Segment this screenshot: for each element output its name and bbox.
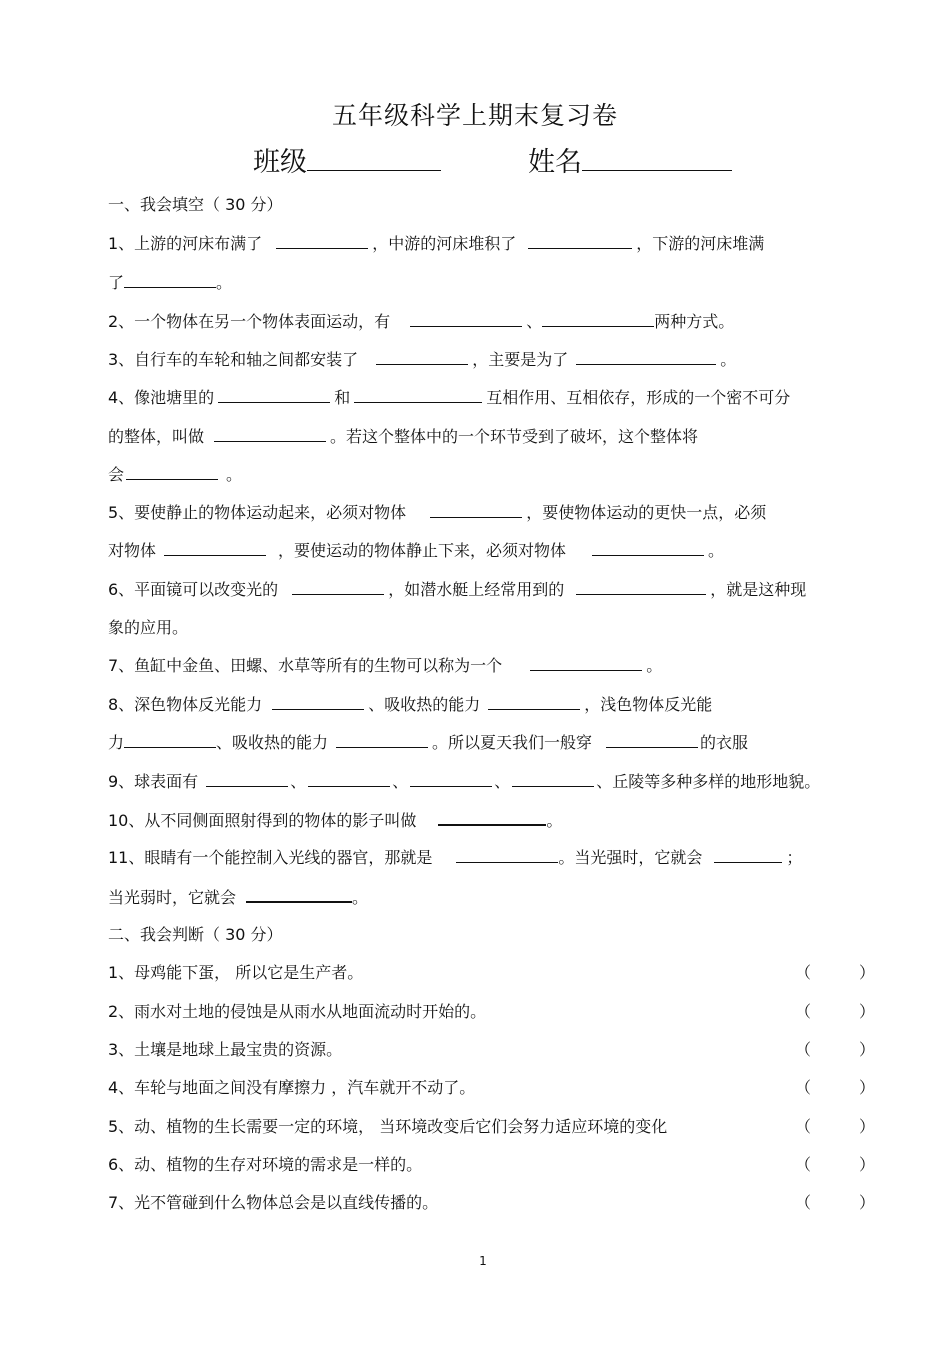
q11-blank-1[interactable] (456, 848, 558, 863)
q11-blank-3[interactable] (246, 887, 352, 903)
paren-close: ） (859, 1117, 876, 1136)
q11-text-e: 。 (352, 888, 369, 907)
q5-text-e: 。 (708, 541, 725, 560)
question-8-line1 (108, 695, 868, 715)
q6-text-c: ，就是这种现 (710, 580, 807, 599)
q4-blank-4[interactable] (126, 465, 218, 480)
judge-item-6: 6、动、植物的生存对环境的需求是一样的。 (108, 1155, 423, 1174)
question-7 (108, 656, 868, 676)
q2-blank-2[interactable] (542, 312, 654, 327)
paren-close: ） (859, 963, 876, 982)
section1-heading: 一、我会填空（ 30 分） (108, 195, 283, 214)
q5-text-a: 5、要使静止的物体运动起来，必须对物体 (108, 503, 407, 522)
q5-text-b: ，要使物体运动的更快一点，必须 (526, 503, 767, 522)
answer-paren-6[interactable] (795, 1155, 875, 1175)
question-6-line2: 象的应用。 (108, 618, 189, 637)
q8-text-e: 、吸收热的能力 (216, 733, 329, 752)
q4-text-e: 。若这个整体中的一个环节受到了破坏，这个整体将 (330, 427, 699, 446)
q2-text-b: 、 (526, 312, 543, 331)
class-label: 班级 (253, 147, 307, 178)
answer-paren-1[interactable] (795, 963, 875, 983)
q8-text-b: 、吸收热的能力 (368, 695, 481, 714)
section2-heading: 二、我会判断（ 30 分） (108, 925, 283, 944)
question-4-line2 (108, 427, 868, 447)
paren-close: ） (859, 1078, 876, 1097)
q10-text-b: 。 (546, 811, 563, 830)
q11-text-c: ； (786, 848, 803, 867)
q5-blank-3[interactable] (592, 541, 704, 556)
class-field[interactable] (253, 140, 441, 179)
q3-blank-1[interactable] (376, 350, 468, 365)
judge-item-1: 1、母鸡能下蛋， 所以它是生产者。 (108, 963, 364, 982)
q9-text-c: 、 (392, 772, 409, 791)
q2-text-c: 两种方式。 (654, 312, 735, 331)
q3-text-a: 3、自行车的车轮和轴之间都安装了 (108, 350, 359, 369)
q1-blank-3[interactable] (124, 273, 216, 288)
answer-paren-3[interactable] (795, 1040, 875, 1060)
answer-paren-5[interactable] (795, 1117, 875, 1137)
q4-text-c: 互相作用、互相依存，形成的一个密不可分 (486, 388, 791, 407)
q11-text-b: 。当光强时，它就会 (558, 848, 703, 867)
name-label: 姓名 (528, 147, 582, 178)
name-field[interactable] (528, 140, 732, 179)
q8-text-c: ，浅色物体反光能 (584, 695, 713, 714)
paren-open: （ (795, 1002, 812, 1021)
q4-text-g: 。 (226, 465, 243, 484)
q10-text-a: 10、从不同侧面照射得到的物体的影子叫做 (108, 811, 417, 830)
answer-paren-7[interactable] (795, 1193, 875, 1213)
q1-blank-2[interactable] (528, 234, 632, 249)
q5-text-c: 对物体 (108, 541, 157, 560)
q4-text-f: 会 (108, 465, 125, 484)
q9-blank-3[interactable] (410, 772, 492, 787)
paren-open: （ (795, 1040, 812, 1059)
q8-text-d: 力 (108, 733, 125, 752)
question-5-line1 (108, 503, 868, 523)
q4-blank-3[interactable] (214, 427, 326, 442)
q1-text-a: 1、上游的河床布满了 (108, 234, 263, 253)
question-11-line2 (108, 887, 868, 908)
q9-text-a: 9、球表面有 (108, 772, 199, 791)
paren-close: ） (859, 1193, 876, 1212)
answer-paren-4[interactable] (795, 1078, 875, 1098)
page-number: 1 (479, 1254, 487, 1268)
q11-text-a: 11、眼睛有一个能控制入光线的器官，那就是 (108, 848, 433, 867)
q6-blank-1[interactable] (292, 580, 384, 595)
paren-open: （ (795, 1155, 812, 1174)
question-3 (108, 350, 868, 370)
q4-text-d: 的整体，叫做 (108, 427, 205, 446)
q9-text-e: 、丘陵等多种多样的地形地貌。 (596, 772, 821, 791)
q7-text-a: 7、鱼缸中金鱼、田螺、水草等所有的生物可以称为一个 (108, 656, 503, 675)
q10-blank-1[interactable] (438, 810, 546, 826)
q8-text-g: 的衣服 (700, 733, 749, 752)
q4-text-a: 4、像池塘里的 (108, 388, 215, 407)
q3-blank-2[interactable] (576, 350, 716, 365)
question-4-line3 (108, 465, 868, 485)
q2-blank-1[interactable] (410, 312, 522, 327)
q8-blank-1[interactable] (272, 695, 364, 710)
question-5-line2 (108, 541, 868, 561)
question-1-line1 (108, 234, 868, 254)
q9-blank-4[interactable] (512, 772, 594, 787)
judge-item-7: 7、光不管碰到什么物体总会是以直线传播的。 (108, 1193, 439, 1212)
q8-blank-3[interactable] (124, 733, 216, 748)
page-title: 五年级科学上期末复习卷 (331, 101, 618, 130)
judge-item-2: 2、雨水对土地的侵蚀是从雨水从地面流动时开始的。 (108, 1002, 487, 1021)
q1-text-b: ，中游的河床堆积了 (372, 234, 517, 253)
question-10 (108, 810, 868, 831)
judge-item-4: 4、车轮与地面之间没有摩擦力 ，汽车就开不动了。 (108, 1078, 476, 1097)
q9-blank-1[interactable] (206, 772, 288, 787)
q8-blank-4[interactable] (336, 733, 428, 748)
question-11-line1 (108, 848, 868, 868)
q8-blank-5[interactable] (606, 733, 698, 748)
paren-open: （ (795, 963, 812, 982)
q3-text-b: ，主要是为了 (472, 350, 569, 369)
question-9 (108, 772, 868, 792)
q6-text-b: ，如潜水艇上经常用到的 (388, 580, 565, 599)
q9-blank-2[interactable] (308, 772, 390, 787)
q9-text-d: 、 (494, 772, 511, 791)
q1-text-c: ，下游的河床堆满 (636, 234, 765, 253)
q4-blank-1[interactable] (218, 388, 330, 403)
q11-blank-2[interactable] (714, 848, 782, 863)
q7-text-b: 。 (646, 656, 663, 675)
q7-blank-1[interactable] (530, 656, 642, 671)
judge-item-5: 5、动、植物的生长需要一定的环境， 当环境改变后它们会努力适应环境的变化 (108, 1117, 668, 1136)
paren-open: （ (795, 1193, 812, 1212)
question-4-line1 (108, 388, 868, 408)
question-1-line2 (108, 273, 868, 293)
class-blank[interactable] (307, 144, 441, 171)
question-8-line2 (108, 733, 868, 753)
q4-blank-2[interactable] (354, 388, 482, 403)
q1-text-d: 了 (108, 273, 125, 292)
q6-text-a: 6、平面镜可以改变光的 (108, 580, 279, 599)
q1-blank-1[interactable] (276, 234, 368, 249)
judge-item-3: 3、土壤是地球上最宝贵的资源。 (108, 1040, 343, 1059)
paren-close: ） (859, 1002, 876, 1021)
q8-text-a: 8、深色物体反光能力 (108, 695, 263, 714)
q6-blank-2[interactable] (576, 580, 706, 595)
paren-close: ） (859, 1155, 876, 1174)
question-6-line1 (108, 580, 868, 600)
paren-open: （ (795, 1078, 812, 1097)
paren-close: ） (859, 1040, 876, 1059)
name-blank[interactable] (582, 144, 732, 171)
q9-text-b: 、 (290, 772, 307, 791)
paren-open: （ (795, 1117, 812, 1136)
q4-text-b: 和 (334, 388, 351, 407)
q8-text-f: 。所以夏天我们一般穿 (432, 733, 593, 752)
q5-blank-2[interactable] (164, 541, 266, 556)
q5-text-d: ，要使运动的物体静止下来，必须对物体 (278, 541, 567, 560)
q3-text-c: 。 (720, 350, 737, 369)
question-2 (108, 312, 868, 332)
q1-text-e: 。 (216, 273, 233, 292)
answer-paren-2[interactable] (795, 1002, 875, 1022)
q5-blank-1[interactable] (430, 503, 522, 518)
q2-text-a: 2、一个物体在另一个物体表面运动，有 (108, 312, 391, 331)
q8-blank-2[interactable] (488, 695, 580, 710)
q11-text-d: 当光弱时，它就会 (108, 888, 237, 907)
